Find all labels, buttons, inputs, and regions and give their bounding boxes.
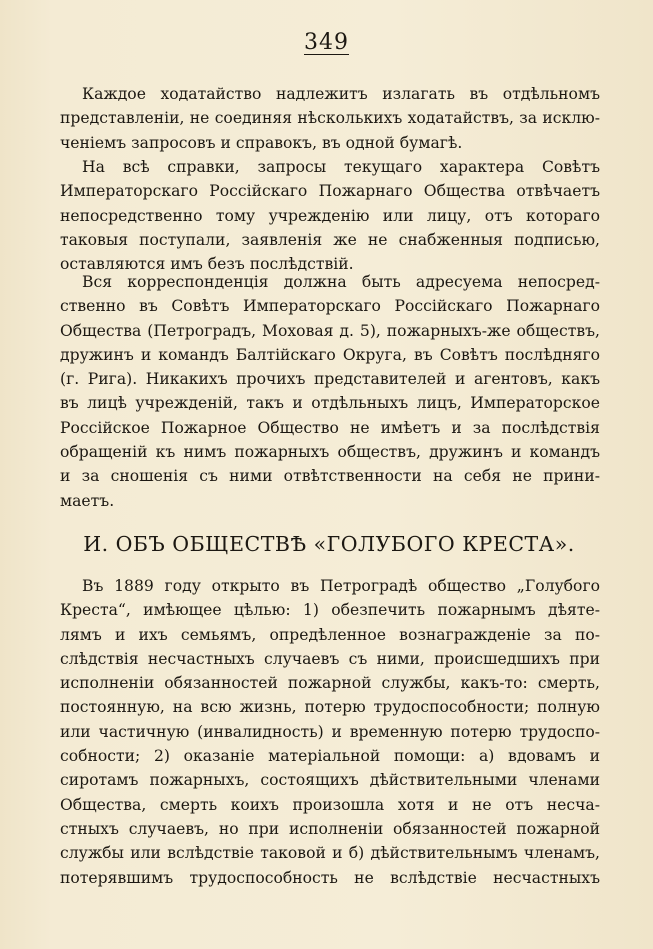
text-line: маетъ.	[60, 491, 115, 510]
text-line: Вся корреспонденція должна быть адресуема непосред-	[82, 273, 600, 291]
text-line: и за сношенія съ ними отвѣтственности на себя не прини-	[60, 467, 600, 486]
text-line: (г. Рига). Никакихъ прочихъ представителей и агентовъ, какъ	[60, 370, 600, 389]
text-line: На всѣ справки, запросы текущаго характера Совѣтъ	[82, 158, 600, 176]
text-line: ственно въ Совѣтъ Императорскаго Россійскаго Пожарнаго	[60, 297, 600, 316]
text-line: ченіемъ запросовъ и справокъ, въ одной бумагѣ.	[60, 133, 463, 152]
text-line: представленіи, не соединяя нѣсколькихъ ходатайствъ, за исклю-	[60, 109, 600, 128]
text-line: въ лицѣ учрежденій, такъ и отдѣльныхъ лицъ, Императорское	[60, 394, 600, 413]
text-line: стныхъ случаевъ, но при исполненіи обязанностей пожарной	[60, 819, 600, 838]
text-line: сиротамъ пожарныхъ, состоящихъ дѣйствительными членами	[60, 771, 600, 790]
text-line: дружинъ и командъ Балтійскаго Округа, въ Совѣтъ послѣдняго	[60, 345, 600, 364]
text-line: Россійское Пожарное Общество не имѣетъ и за послѣдствія	[60, 418, 600, 437]
text-line: непосредственно тому учрежденію или лицу, отъ котораго	[60, 206, 600, 225]
text-line: службы или вслѣдствіе таковой и б) дѣйствительнымъ членамъ,	[60, 844, 600, 863]
text-line: Въ 1889 году открыто въ Петроградѣ общество „Голубого	[82, 577, 600, 595]
text-line: потерявшимъ трудоспособность не вслѣдствіе несчастныхъ	[60, 868, 600, 887]
text-line: Каждое ходатайство надлежитъ излагать въ отдѣльномъ	[82, 85, 600, 103]
text-line: Общества, смерть коихъ произошла хотя и не отъ несча-	[60, 795, 600, 814]
text-line: исполненіи обязанностей пожарной службы, какъ-то: смерть,	[60, 674, 600, 693]
paragraph-1	[60, 82, 600, 155]
text-line: собности; 2) оказаніе матеріальной помощи: а) вдовамъ и	[60, 747, 600, 766]
text-line: постоянную, на всю жизнь, потерю трудоспособности; полную	[60, 698, 600, 717]
text-line: Креста“, имѣющее цѣлью: 1) обезпечить пожарнымъ дѣяте-	[60, 601, 600, 620]
text-line: Общества (Петроградъ, Моховая д. 5), пожарныхъ-же обществъ,	[60, 321, 600, 340]
page-number: 349	[304, 30, 349, 55]
paragraph-3	[60, 270, 600, 513]
text-line: или частичную (инвалидность) и временную потерю трудоспо-	[60, 722, 600, 741]
paragraph-2	[60, 155, 600, 276]
text-line: таковыя поступали, заявленія же не снабженныя подписью,	[60, 230, 600, 249]
text-line: обращеній къ нимъ пожарныхъ обществъ, дружинъ и командъ	[60, 443, 600, 462]
text-line: слѣдствія несчастныхъ случаевъ съ ними, происшедшихъ при	[60, 649, 600, 668]
text-line: оставляются имъ безъ послѣдствій.	[60, 255, 354, 274]
section-heading: И. ОБЪ ОБЩЕСТВѢ «ГОЛУБОГО КРЕСТА».	[83, 532, 575, 556]
paragraph-4	[60, 574, 600, 890]
text-line: Императорскаго Россійскаго Пожарнаго Общества отвѣчаетъ	[60, 182, 600, 201]
text-line: лямъ и ихъ семьямъ, опредѣленное вознагражденіе за по-	[60, 625, 600, 644]
